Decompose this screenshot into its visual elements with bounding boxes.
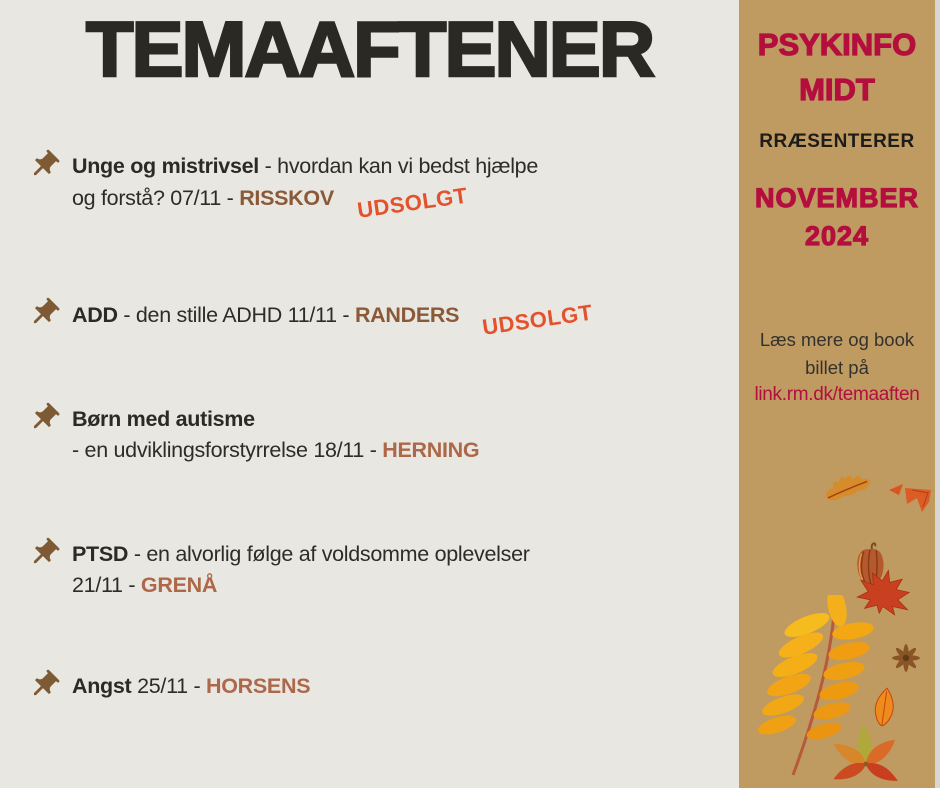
event-location: RANDERS (354, 303, 460, 327)
right-edge-strip (935, 0, 940, 788)
soldout-badge: UDSOLGT (355, 182, 469, 223)
booking-info-line2: billet på (805, 357, 869, 378)
event-desc: - den stille ADHD 11/11 - (117, 303, 355, 327)
event-location: GRENÅ (140, 573, 218, 597)
brand-title (739, 22, 935, 112)
event-text (72, 671, 685, 702)
month-line1: NOVEMBER (754, 183, 919, 213)
oak-leaf (817, 462, 880, 510)
sidebar (739, 0, 935, 788)
page-title: TEMAAFTENER (85, 5, 654, 93)
event-title: Angst (72, 674, 132, 698)
event-item-unge-og-mistrivsel (25, 151, 685, 223)
pushpin-icon (17, 661, 71, 715)
pushpin-icon (17, 141, 71, 195)
event-item-angst (25, 671, 685, 702)
booking-info-line1: Læs mere og book (759, 329, 915, 350)
month-title (739, 179, 935, 255)
event-text (72, 404, 685, 466)
event-item-add (25, 299, 685, 340)
pushpin-icon (17, 289, 71, 343)
event-location: RISSKOV (239, 186, 334, 210)
event-item-born-med-autisme (25, 404, 685, 466)
event-desc: 25/11 - (131, 674, 207, 698)
event-text (72, 539, 685, 601)
month-line2: 2024 (804, 221, 870, 251)
booking-link[interactable]: link.rm.dk/temaaften (754, 384, 920, 405)
pushpin-icon (17, 529, 71, 583)
brand-line1: PSYKINFO (757, 27, 917, 62)
event-desc-line2: 21/11 - (72, 573, 141, 597)
event-text (72, 299, 685, 340)
event-title: Børn med autisme (72, 407, 255, 431)
event-title: PTSD (72, 542, 129, 566)
soldout-badge: UDSOLGT (480, 299, 595, 340)
pushpin-icon (17, 394, 71, 448)
brand-line2: MIDT (799, 72, 875, 107)
red-leaf-fragment (885, 480, 937, 518)
event-desc: - en alvorlig følge af voldsomme oplevelser (128, 542, 530, 566)
star-anise (889, 641, 923, 675)
event-location: HERNING (382, 438, 480, 462)
event-location: HORSENS (206, 674, 311, 698)
event-desc-line2: og forstå? 07/11 - (72, 186, 240, 210)
event-desc-line2: - en udviklingsforstyrrelse 18/11 - (72, 438, 383, 462)
creeper-leaf (806, 710, 926, 788)
booking-info (739, 326, 935, 382)
event-title: ADD (72, 303, 118, 327)
event-item-ptsd (25, 539, 685, 601)
event-text (72, 151, 685, 223)
presents-label: RRÆSENTERER (759, 131, 915, 152)
event-desc: - hvordan kan vi bedst hjælpe (258, 154, 538, 178)
event-title: Unge og mistrivsel (72, 154, 259, 178)
